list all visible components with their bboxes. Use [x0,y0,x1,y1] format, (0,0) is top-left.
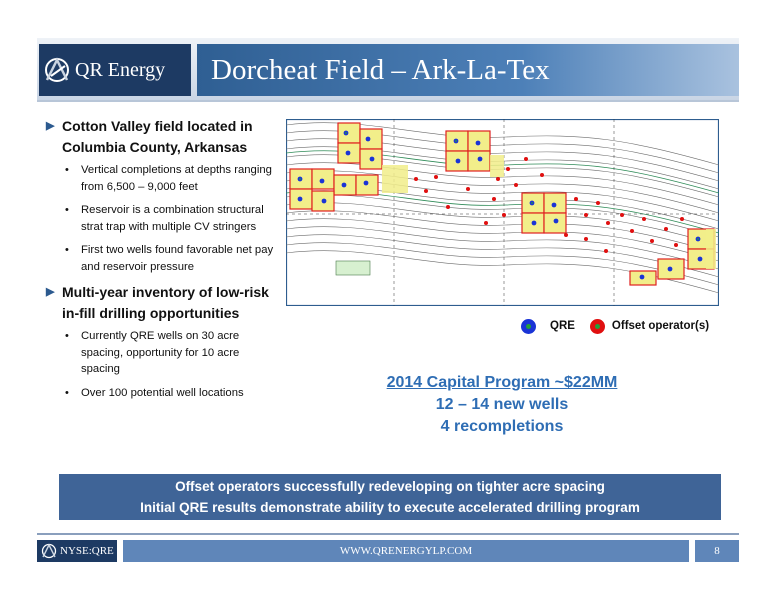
bullet-dot-icon: • [65,330,69,342]
footer-ticker [37,540,117,562]
footer-divider [37,533,739,535]
bullet-dot-icon: • [65,164,69,176]
banner-line-1: Offset operators successfully redeveloping on tighter acre spacing [175,479,605,494]
bullet-arrow-icon: ▶ [46,286,55,298]
qr-logo-small-icon [41,543,57,559]
capital-program [337,372,667,438]
slide-footer [37,540,739,564]
bullet-sub-text: Over 100 potential well locations [81,386,244,399]
footer-url [123,540,689,562]
offset-well-legend-icon [590,319,605,334]
capital-program-heading: 2014 Capital Program ~$22MM [386,374,618,391]
bullet-sub [45,162,277,195]
legend-offset-label: Offset operator(s) [611,320,710,332]
map-inset-label [336,261,370,275]
qr-logo-icon [45,56,69,84]
bullet-arrow-icon: ▶ [46,120,55,132]
header-divider [37,100,739,102]
page-title: Dorcheat Field – Ark-La-Tex [211,53,550,86]
bullet-text: Cotton Valley field located in Columbia County, Arkansas [62,118,253,155]
bullet-text: Multi-year inventory of low-risk in-fill drilling opportunities [62,284,269,321]
map-legend [521,317,709,335]
logo-text: QR Energy [75,58,166,81]
company-logo [39,44,191,96]
page-number-text: 8 [714,545,720,557]
title-bar [197,44,739,96]
capital-new-wells: 12 – 14 new wells [435,396,569,413]
bullet-sub [45,242,277,275]
capital-recompletions: 4 recompletions [440,418,564,435]
footer-url-text: WWW.QRENERGYLP.COM [339,545,473,557]
bullet-dot-icon: • [65,244,69,256]
bullet-sub [45,385,277,402]
slide-header [37,38,739,100]
bullet-sub-text: Reservoir is a combination structural strat trap with multiple CV stringers [81,204,264,233]
legend-qre-label: QRE [550,320,575,332]
bullet-dot-icon: • [65,204,69,216]
bullet-sub-text: First two wells found favorable net pay and reservoir pressure [81,244,274,273]
bullet-sub [45,328,277,378]
bullet-list [45,116,277,408]
slide [37,38,739,564]
bullet-sub-text: Currently QRE wells on 30 acre spacing, opportunity for 10 acre spacing [81,330,240,375]
bullet-sub-text: Vertical completions at depths ranging from 6,500 – 9,000 feet [81,164,272,193]
bullet-main [45,282,277,324]
footer-ticker-text: NYSE:QRE [60,545,114,557]
bullet-dot-icon: • [65,386,69,399]
bullet-main [45,116,277,158]
field-map [286,119,719,306]
bullet-sub [45,202,277,235]
banner-line-2: Initial QRE results demonstrate ability to execute accelerated drilling program [140,500,640,515]
summary-banner [59,474,721,520]
qre-well-legend-icon [521,319,536,334]
page-number [695,540,739,562]
